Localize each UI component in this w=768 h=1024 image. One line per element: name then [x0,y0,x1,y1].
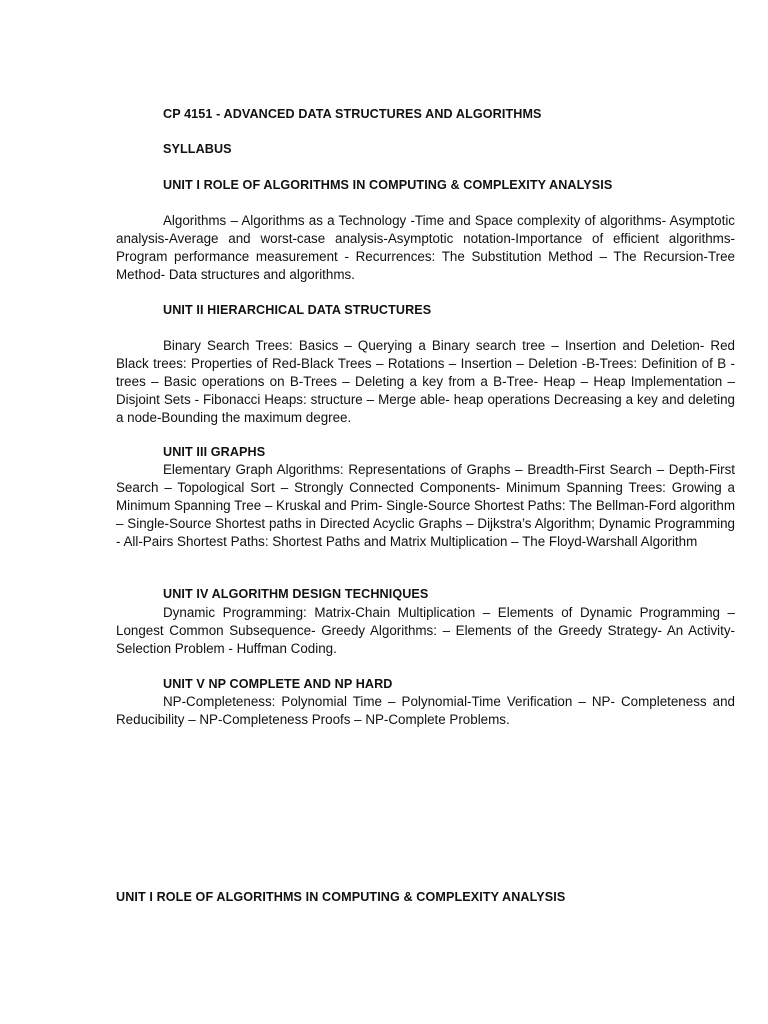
unit-5-heading: UNIT V NP COMPLETE AND NP HARD [163,677,393,691]
unit-3-body: Elementary Graph Algorithms: Representations of Graphs – Breadth-First Search – Depth-First Search – Topological Sort – Strongly Connected Components- Minimum Spanning Trees: Growing a Minimum Spanning Tree – Kruskal and Prim- Single-Source Shortest Paths: The Bellman-Ford algorithm – Single-Source Shortest paths in Directed Acyclic Graphs – Dijkstra’s Algorithm; Dynamic Programming - All-Pairs Shortest Paths: Shortest Paths and Matrix Multiplication – The Floyd-Warshall Algorithm [116,462,735,549]
syllabus-label: SYLLABUS [163,142,232,156]
course-title: CP 4151 - ADVANCED DATA STRUCTURES AND ALGORITHMS [163,107,542,121]
unit-5-body: NP-Completeness: Polynomial Time – Polynomial-Time Verification – NP- Completeness and Reducibility – NP-Completeness Proofs – NP-Complete Problems. [116,694,735,727]
unit-3-heading: UNIT III GRAPHS [163,445,266,459]
unit-4-body: Dynamic Programming: Matrix-Chain Multiplication – Elements of Dynamic Programming – Longest Common Subsequence- Greedy Algorithms: – Elements of the Greedy Strategy- An Activity-Selection Problem - Huffman Coding. [116,605,735,656]
unit-4-heading: UNIT IV ALGORITHM DESIGN TECHNIQUES [163,587,429,601]
unit-1-heading: UNIT I ROLE OF ALGORITHMS IN COMPUTING & COMPLEXITY ANALYSIS [163,178,613,192]
unit-1-body: Algorithms – Algorithms as a Technology -Time and Space complexity of algorithms- Asymptotic analysis-Average and worst-case analysis-Asymptotic notation-Importance of efficient algorithms- Program performance measurement - Recurrences: The Substitution Method – The Recursion-Tree Method- Data structures and algorithms. [116,213,735,282]
unit-2-heading: UNIT II HIERARCHICAL DATA STRUCTURES [163,303,432,317]
next-section-heading: UNIT I ROLE OF ALGORITHMS IN COMPUTING & COMPLEXITY ANALYSIS [116,890,566,904]
unit-2-body: Binary Search Trees: Basics – Querying a Binary search tree – Insertion and Deletion- Red Black trees: Properties of Red-Black Trees – Rotations – Insertion – Deletion -B-Trees: Definition of B -trees – Basic operations on B-Trees – Deleting a key from a B-Tree- Heap – Heap Implementation – Disjoint Sets - Fibonacci Heaps: structure – Merge able- heap operations Decreasing a key and deleting a node-Bounding the maximum degree. [116,338,735,425]
